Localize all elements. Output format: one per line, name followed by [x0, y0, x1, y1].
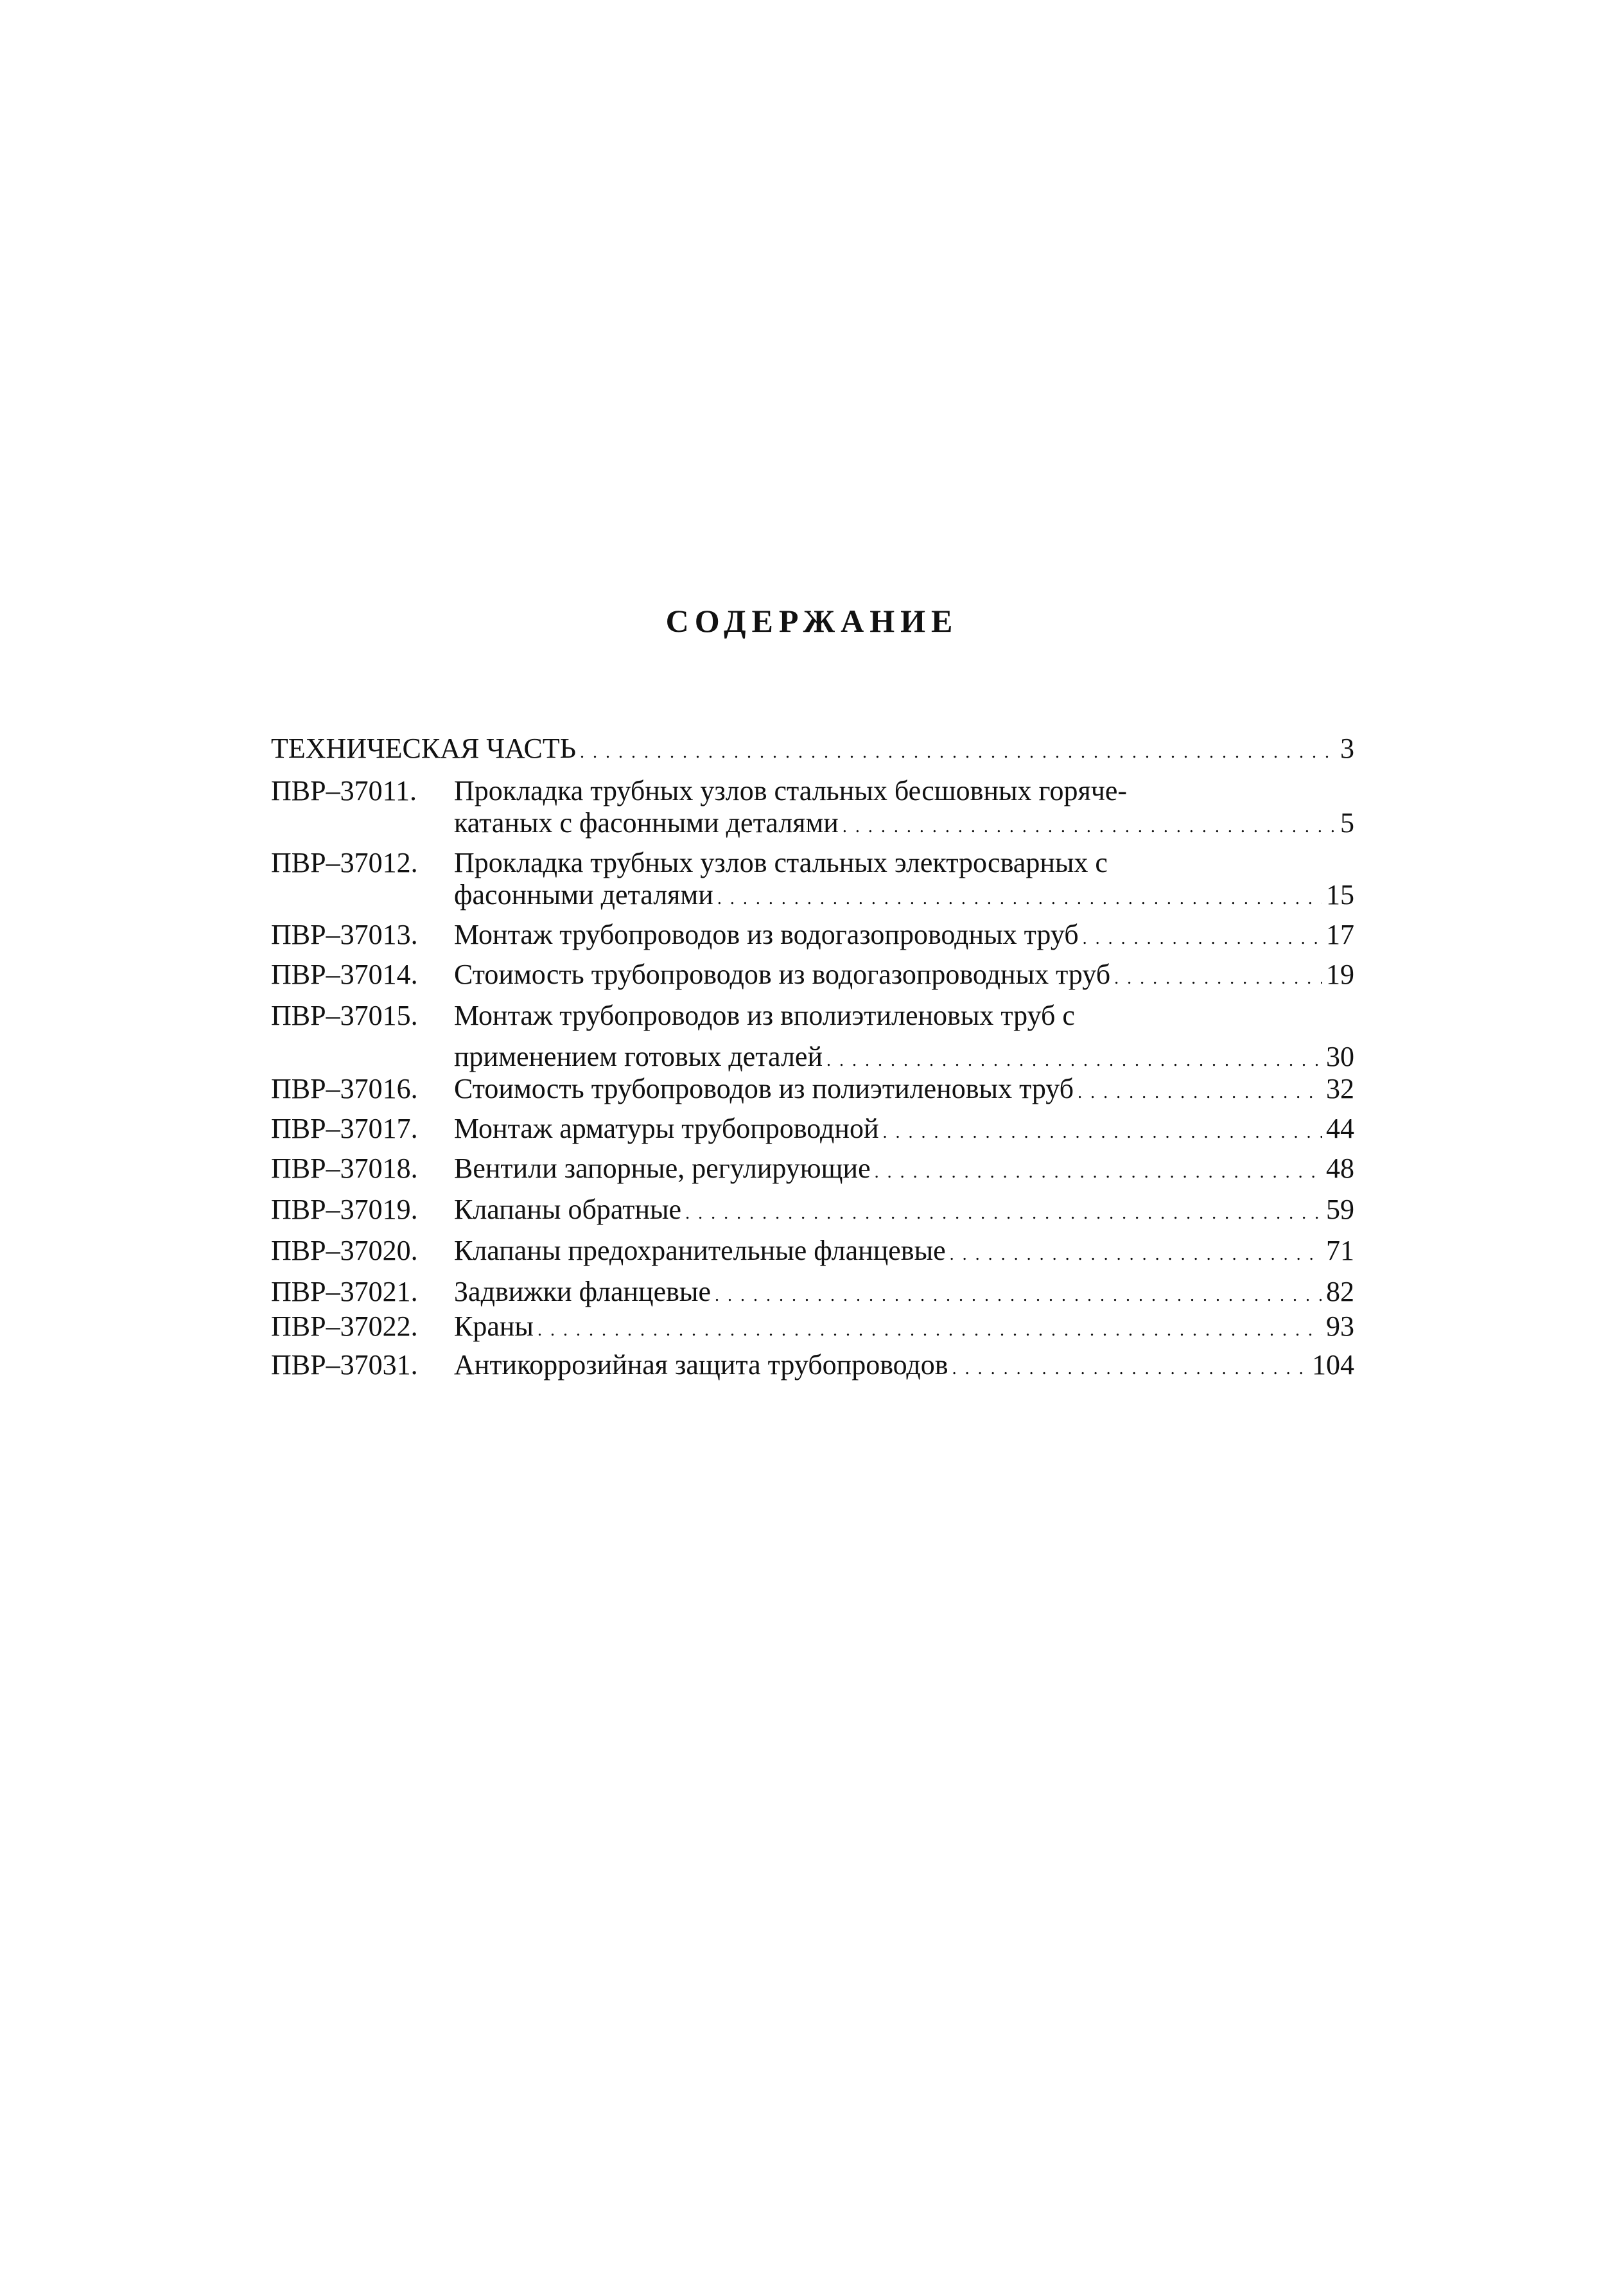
toc-entry-title-line: Задвижки фланцевые — [454, 1276, 711, 1307]
toc-entry-code: ПВР–37013. — [271, 919, 418, 950]
leader-dots — [717, 882, 1322, 916]
toc-entry-code: ПВР–37015. — [271, 1000, 418, 1031]
toc-entry-title-line: катаных с фасонными деталями — [454, 807, 839, 839]
toc-entry-title-line: Стоимость трубопроводов из полиэтиленовых труб — [454, 1073, 1074, 1104]
toc-entry-title-line: Монтаж арматуры трубопроводной — [454, 1113, 879, 1144]
leader-dots — [685, 1197, 1322, 1230]
toc-entry-code: ПВР–37016. — [271, 1073, 418, 1104]
toc-page-number: 59 — [1326, 1194, 1354, 1225]
page-title: СОДЕРЖАНИЕ — [665, 603, 959, 639]
toc-entry-code: ПВР–37017. — [271, 1113, 418, 1144]
leader-dots — [952, 1352, 1308, 1386]
toc-entry-title-line: Клапаны обратные — [454, 1194, 682, 1225]
leader-dots — [1078, 1076, 1322, 1110]
toc-entry-title-line: Монтаж трубопроводов из водогазопроводных труб — [454, 919, 1079, 950]
toc-page-number: 19 — [1326, 959, 1354, 990]
toc-entry-title-line: Монтаж трубопроводов из вполиэтиленовых труб с — [454, 1000, 1075, 1031]
toc-page-number: 44 — [1326, 1113, 1354, 1144]
toc-entry-code: ПВР–37020. — [271, 1235, 418, 1266]
toc-entry-title-line: Антикоррозийная защита трубопроводов — [454, 1349, 948, 1380]
leader-dots — [537, 1314, 1322, 1347]
toc-page-number: 104 — [1312, 1349, 1354, 1380]
toc-entry-title-line: Вентили запорные, регулирующие — [454, 1153, 871, 1184]
toc-entry-code: ПВР–37021. — [271, 1276, 418, 1307]
toc-entry-code: ПВР–37014. — [271, 959, 418, 990]
toc-entry-title-line: Прокладка трубных узлов стальных бесшовных горяче- — [454, 775, 1128, 806]
toc-entry-title-line: Стоимость трубопроводов из водогазопроводных труб — [454, 959, 1111, 990]
toc-entry-code: ПВР–37018. — [271, 1153, 418, 1184]
toc-page-number: 5 — [1340, 807, 1354, 839]
toc-page-number: 30 — [1326, 1041, 1354, 1072]
toc-page-number: 15 — [1326, 879, 1354, 910]
toc-entry-title: ТЕХНИЧЕСКАЯ ЧАСТЬ — [271, 733, 577, 764]
toc-entry-title-line: Клапаны предохранительные фланцевые — [454, 1235, 946, 1266]
toc-page-number: 17 — [1326, 919, 1354, 950]
toc-page-number: 48 — [1326, 1153, 1354, 1184]
toc-entry-title-line: Прокладка трубных узлов стальных электросварных с — [454, 847, 1108, 878]
toc-entry-code: ПВР–37012. — [271, 847, 418, 878]
leader-dots — [580, 736, 1336, 769]
leader-dots — [715, 1279, 1322, 1312]
toc-entry-code: ПВР–37011. — [271, 775, 417, 806]
toc-entry-title-line: Краны — [454, 1311, 534, 1342]
toc-page-number: 93 — [1326, 1311, 1354, 1342]
toc-entry-title-line: применением готовых деталей — [454, 1041, 823, 1072]
toc-page-number: 71 — [1326, 1235, 1354, 1266]
toc-page-number: 3 — [1340, 733, 1354, 764]
leader-dots — [950, 1238, 1322, 1271]
toc-page-number: 32 — [1326, 1073, 1354, 1104]
toc-entry-code: ПВР–37019. — [271, 1194, 418, 1225]
toc-entry-code: ПВР–37022. — [271, 1311, 418, 1342]
leader-dots — [875, 1156, 1322, 1189]
leader-dots — [883, 1116, 1322, 1149]
leader-dots — [843, 810, 1336, 844]
toc-page-number: 82 — [1326, 1276, 1354, 1307]
leader-dots — [1083, 922, 1322, 955]
toc-entry-code: ПВР–37031. — [271, 1349, 418, 1380]
toc-entry-title-line: фасонными деталями — [454, 879, 713, 910]
leader-dots — [1114, 962, 1322, 995]
